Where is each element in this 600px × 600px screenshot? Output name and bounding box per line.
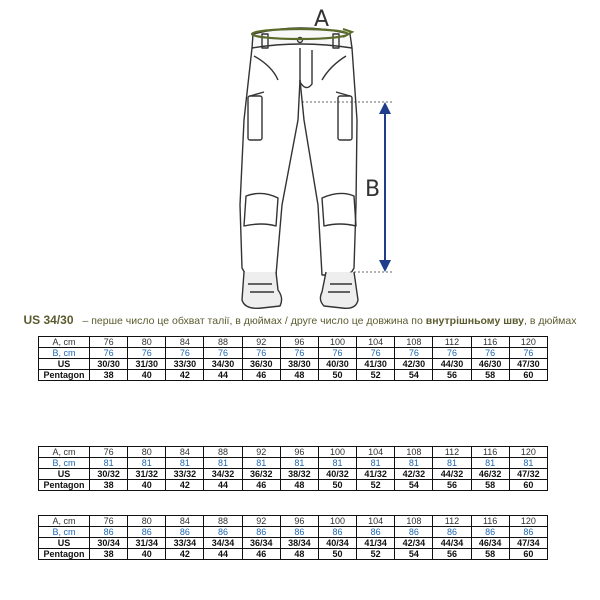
size-cell: 34/30	[204, 359, 242, 370]
size-cell: 40	[128, 370, 166, 381]
size-cell: 31/34	[128, 538, 166, 549]
row-us	[39, 538, 548, 549]
size-cell: 76	[357, 348, 395, 359]
size-cell: 60	[509, 370, 547, 381]
measure-a-letter: A	[314, 7, 330, 32]
size-cell: 81	[204, 458, 242, 469]
row-b-cm	[39, 527, 548, 538]
size-cell: 41/34	[357, 538, 395, 549]
row-label: Pentagon	[39, 549, 90, 560]
size-cell: 96	[280, 516, 318, 527]
size-cell: 52	[357, 370, 395, 381]
size-cell: 36/32	[242, 469, 280, 480]
size-cell: 112	[433, 516, 471, 527]
size-cell: 56	[433, 549, 471, 560]
size-cell: 76	[318, 348, 356, 359]
size-cell: 47/30	[509, 359, 547, 370]
size-cell: 58	[471, 480, 509, 491]
size-cell: 76	[395, 348, 433, 359]
left-boot	[242, 272, 282, 308]
size-cell: 76	[90, 337, 128, 348]
size-cell: 86	[90, 527, 128, 538]
size-cell: 76	[471, 348, 509, 359]
row-label: US	[39, 469, 90, 480]
size-cell: 92	[242, 337, 280, 348]
size-cell: 108	[395, 516, 433, 527]
size-cell: 112	[433, 337, 471, 348]
size-cell: 86	[433, 527, 471, 538]
size-cell: 52	[357, 549, 395, 560]
size-cell: 116	[471, 516, 509, 527]
size-cell: 81	[128, 458, 166, 469]
size-cell: 56	[433, 370, 471, 381]
size-cell: 50	[318, 480, 356, 491]
size-cell: 81	[318, 458, 356, 469]
size-cell: 84	[166, 337, 204, 348]
size-cell: 76	[280, 348, 318, 359]
size-cell: 120	[509, 447, 547, 458]
size-cell: 86	[471, 527, 509, 538]
row-label: US	[39, 359, 90, 370]
size-cell: 104	[357, 447, 395, 458]
size-cell: 81	[280, 458, 318, 469]
size-cell: 38	[90, 480, 128, 491]
size-cell: 42/32	[395, 469, 433, 480]
size-cell: 86	[318, 527, 356, 538]
size-cell: 100	[318, 447, 356, 458]
size-cell: 76	[433, 348, 471, 359]
size-cell: 44/30	[433, 359, 471, 370]
size-cell: 46	[242, 549, 280, 560]
size-cell: 80	[128, 337, 166, 348]
size-cell: 38/34	[280, 538, 318, 549]
size-cell: 120	[509, 516, 547, 527]
size-cell: 48	[280, 549, 318, 560]
row-label: B, cm	[39, 527, 90, 538]
size-cell: 92	[242, 516, 280, 527]
size-cell: 92	[242, 447, 280, 458]
row-label: Pentagon	[39, 480, 90, 491]
size-cell: 76	[204, 348, 242, 359]
size-cell: 76	[90, 447, 128, 458]
size-cell: 33/34	[166, 538, 204, 549]
size-cell: 38	[90, 549, 128, 560]
size-cell: 86	[204, 527, 242, 538]
right-leg-outline	[300, 48, 357, 275]
size-cell: 41/32	[357, 469, 395, 480]
size-cell: 80	[128, 447, 166, 458]
size-cell: 44/32	[433, 469, 471, 480]
size-table-inseam-32	[38, 446, 548, 491]
row-pentagon	[39, 480, 548, 491]
size-cell: 96	[280, 447, 318, 458]
size-cell: 40/34	[318, 538, 356, 549]
size-cell: 48	[280, 480, 318, 491]
size-cell: 81	[433, 458, 471, 469]
size-cell: 96	[280, 337, 318, 348]
size-cell: 81	[90, 458, 128, 469]
size-cell: 84	[166, 447, 204, 458]
size-cell: 47/32	[509, 469, 547, 480]
size-cell: 40	[128, 549, 166, 560]
size-cell: 112	[433, 447, 471, 458]
size-cell: 86	[242, 527, 280, 538]
row-label: A, cm	[39, 447, 90, 458]
size-cell: 76	[90, 516, 128, 527]
size-cell: 44	[204, 480, 242, 491]
size-cell: 38/32	[280, 469, 318, 480]
row-a-cm	[39, 516, 548, 527]
size-cell: 48	[280, 370, 318, 381]
size-cell: 54	[395, 480, 433, 491]
size-table-inseam-34	[38, 515, 548, 560]
size-cell: 100	[318, 516, 356, 527]
size-cell: 34/32	[204, 469, 242, 480]
size-example: US 34/30	[23, 313, 74, 327]
size-cell: 30/30	[90, 359, 128, 370]
size-cell: 76	[509, 348, 547, 359]
row-pentagon	[39, 549, 548, 560]
row-b-cm	[39, 458, 548, 469]
size-cell: 80	[128, 516, 166, 527]
row-label: Pentagon	[39, 370, 90, 381]
size-cell: 46/32	[471, 469, 509, 480]
size-cell: 86	[280, 527, 318, 538]
size-cell: 76	[128, 348, 166, 359]
size-cell: 42	[166, 480, 204, 491]
size-cell: 81	[395, 458, 433, 469]
size-cell: 84	[166, 516, 204, 527]
size-cell: 44	[204, 549, 242, 560]
size-cell: 50	[318, 549, 356, 560]
size-cell: 108	[395, 337, 433, 348]
size-legend	[0, 313, 600, 327]
size-cell: 60	[509, 480, 547, 491]
measure-b-letter: B	[365, 177, 381, 202]
size-cell: 30/32	[90, 469, 128, 480]
size-cell: 30/34	[90, 538, 128, 549]
size-cell: 58	[471, 370, 509, 381]
size-cell: 56	[433, 480, 471, 491]
row-a-cm	[39, 447, 548, 458]
size-cell: 76	[242, 348, 280, 359]
size-cell: 86	[128, 527, 166, 538]
size-cell: 46	[242, 370, 280, 381]
size-cell: 58	[471, 549, 509, 560]
row-label: US	[39, 538, 90, 549]
size-cell: 81	[509, 458, 547, 469]
size-cell: 42/30	[395, 359, 433, 370]
size-cell: 33/30	[166, 359, 204, 370]
size-cell: 46/34	[471, 538, 509, 549]
size-cell: 108	[395, 447, 433, 458]
size-cell: 46/30	[471, 359, 509, 370]
row-label: B, cm	[39, 348, 90, 359]
row-b-cm	[39, 348, 548, 359]
size-cell: 31/32	[128, 469, 166, 480]
row-label: A, cm	[39, 337, 90, 348]
size-cell: 86	[166, 527, 204, 538]
size-cell: 50	[318, 370, 356, 381]
size-cell: 38/30	[280, 359, 318, 370]
legend-bold-word: внутрішньому шву	[425, 315, 524, 327]
size-cell: 38	[90, 370, 128, 381]
size-cell: 44	[204, 370, 242, 381]
row-pentagon	[39, 370, 548, 381]
size-cell: 40	[128, 480, 166, 491]
size-cell: 116	[471, 447, 509, 458]
size-cell: 88	[204, 337, 242, 348]
size-cell: 44/34	[433, 538, 471, 549]
size-cell: 46	[242, 480, 280, 491]
size-cell: 81	[166, 458, 204, 469]
row-label: A, cm	[39, 516, 90, 527]
size-cell: 40/32	[318, 469, 356, 480]
size-cell: 76	[90, 348, 128, 359]
row-us	[39, 469, 548, 480]
size-cell: 31/30	[128, 359, 166, 370]
size-table-inseam-30	[38, 336, 548, 381]
size-cell: 36/34	[242, 538, 280, 549]
size-cell: 60	[509, 549, 547, 560]
size-cell: 104	[357, 516, 395, 527]
size-cell: 81	[357, 458, 395, 469]
size-cell: 88	[204, 516, 242, 527]
size-cell: 86	[509, 527, 547, 538]
size-cell: 34/34	[204, 538, 242, 549]
size-cell: 116	[471, 337, 509, 348]
right-boot	[320, 272, 358, 308]
size-cell: 120	[509, 337, 547, 348]
size-cell: 36/30	[242, 359, 280, 370]
size-cell: 33/32	[166, 469, 204, 480]
size-cell: 52	[357, 480, 395, 491]
size-cell: 81	[242, 458, 280, 469]
size-cell: 42	[166, 370, 204, 381]
legend-text-after: , в дюймах	[523, 315, 577, 327]
size-cell: 100	[318, 337, 356, 348]
size-cell: 76	[166, 348, 204, 359]
left-leg-outline	[240, 48, 300, 275]
size-cell: 81	[471, 458, 509, 469]
size-cell: 42/34	[395, 538, 433, 549]
size-cell: 104	[357, 337, 395, 348]
legend-text-before: – перше число це обхват талії, в дюймах / друге число це довжина по	[82, 315, 423, 327]
row-label: B, cm	[39, 458, 90, 469]
size-cell: 54	[395, 549, 433, 560]
row-a-cm	[39, 337, 548, 348]
size-cell: 86	[395, 527, 433, 538]
size-cell: 88	[204, 447, 242, 458]
size-cell: 54	[395, 370, 433, 381]
size-cell: 47/34	[509, 538, 547, 549]
row-us	[39, 359, 548, 370]
size-cell: 41/30	[357, 359, 395, 370]
size-cell: 86	[357, 527, 395, 538]
size-cell: 40/30	[318, 359, 356, 370]
size-cell: 42	[166, 549, 204, 560]
